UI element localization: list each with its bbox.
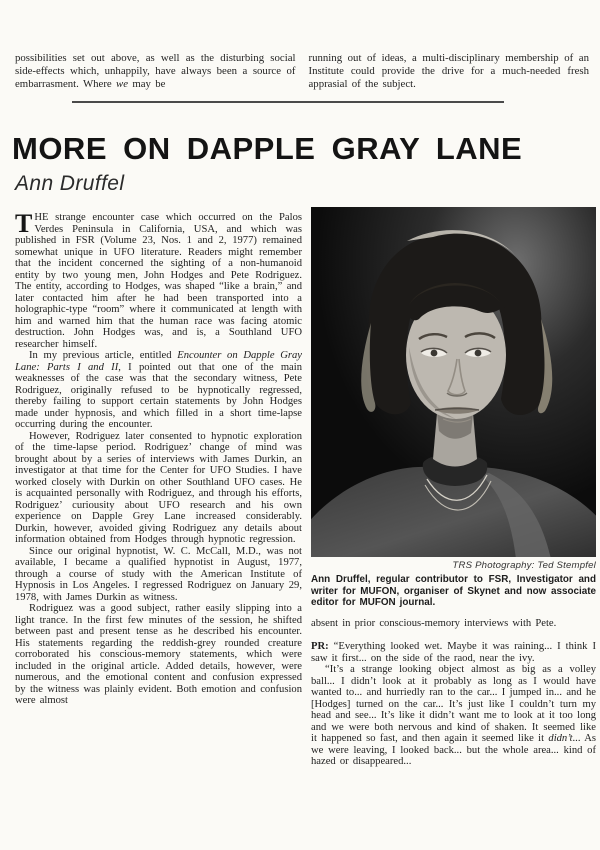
drop-cap: T xyxy=(15,209,33,238)
body-paragraph xyxy=(15,350,302,431)
text-run: In my previous article, entitled xyxy=(29,350,178,361)
intro-right-paragraph: running out of ideas, a multi-disciplinary membership of an Institute could provide the drive for a much-needed fresh apprasial of the subject. xyxy=(308,52,589,91)
text-run: may be xyxy=(128,78,166,91)
intro-continuation-columns xyxy=(15,52,589,92)
text-run: , I pointed out that one of the main weaknesses of the case was that the secondary witness, Pete Rodriguez, originally refused to be hypnotically regressed, thereby failing to support certain statements by John Hodges made under hypnosis, and which filled in a short time-lapse occurring during the encounter. xyxy=(15,361,302,430)
text-run: “Everything looked wet. Maybe it was raining... I think I saw it first... on the side of the raod, near the ivy. xyxy=(311,641,596,664)
article-title: MORE ON DAPPLE GRAY LANE xyxy=(12,131,523,166)
left-text-column xyxy=(15,209,302,707)
body-paragraph: Since our original hypnotist, W. C. McCall, M.D., was not available, I became a qualified hypnotist in August, 1977, through a course of study with the American Institute of Hypnosis in Los Angeles. I regressed Rodriguez on January 29, 1978, with James Durkin as witness. xyxy=(15,545,302,603)
body-paragraph: Rodriguez was a good subject, rather easily slipping into a light trance. In the first few minutes of the session, he shifted between past and present tense as he described his encounter. His statements regarding the reddish-grey rounded creature corroborated his conscious-memory statements, which were included in the original article. Added details, however, were numerous, and the emotional content and confusion expressed by the witness was plainly evident. Both emotion and confusion were almost xyxy=(15,603,302,706)
portrait-photo xyxy=(311,207,596,557)
text-run-italic: we xyxy=(116,78,129,91)
text-run-italic: Encounter on Dapple Gray Lane: Parts I and II xyxy=(15,350,302,373)
text-run: HE strange encounter case which occurred on the Palos Verdes Peninsula in California, USA, and which was published in FSR (Volume 23, Nos. 1 and 2, 1977) remained somewhat unique in UFO literature. Readers might remember that the incident concerned the sighting of a non-humanoid entity by two young men, John Hodges and Pete Rodriguez. The entity, according to Hodges, was shaped “like a brain,” and later contacted him after he had been transported into a holographic-type “room” where it communicated at length with him and warned him that the human race was facing atomic destruction. John Hodges was, and is, a Southland UFO researcher himself. xyxy=(15,212,302,350)
right-iris xyxy=(475,350,482,357)
right-text-column xyxy=(311,207,596,768)
photo-credit: TRS Photography: Ted Stempfel xyxy=(452,560,596,571)
body-paragraph-pr xyxy=(311,641,596,664)
body-paragraph: However, Rodriguez later consented to hypnotic exploration of the time-lapse period. Rodriguez’ change of mind was brought about by a series of interviews with James Durkin, an investigator at that time for the Center for UFO Studies. I have worked closely with Durkin on other Southland UFO cases. He is acquainted personally with Rodriguez, and through his efforts, Rodriguez’ curiousity about UFO research and his own experience on Dapple Grey Lane increased considerably. Durkin, however, avoided giving Rodriguez any details about information obtained from Hodges through hypnotic regression. xyxy=(15,430,302,545)
portrait-illustration xyxy=(311,207,596,557)
text-run: possibilities set out above, as well as the disturbing social side-effects which, unhappily, have always been a source of embarrasment. Where xyxy=(15,52,296,91)
photo-caption: Ann Druffel, regular contributor to FSR, Investigator and writer for MUFON, organiser of Skynet and now associate editor for MUFON journal. xyxy=(311,574,596,609)
section-divider-rule xyxy=(72,101,504,103)
portrait-figure xyxy=(311,207,596,609)
text-run: “It’s a strange looking object almost as big as a volley ball... I didn’t look at it probably as long as I would have wanted to... and hurriedly ran to the car... I jumped in... and he [Hodges] turned on the car... It’s just like I couldn’t turn my head and see... It’s like it didn’t want me to look at it too long and we were both nervous and kind of shaken. It seemed like it happened so fast, and then again it seemed like it xyxy=(311,664,596,745)
body-paragraph: absent in prior conscious-memory interviews with Pete. xyxy=(311,617,557,629)
body-paragraph xyxy=(311,664,596,768)
speaker-label: PR: xyxy=(311,641,329,653)
text-run: ... As we were leaving, I looked back... but the whole area... kind of hazed or disappeared... xyxy=(311,733,596,768)
intro-left-paragraph xyxy=(15,52,296,92)
body-paragraph xyxy=(15,209,302,350)
text-run-italic: didn’t xyxy=(548,733,573,745)
article-byline: Ann Druffel xyxy=(15,172,125,195)
left-iris xyxy=(431,350,438,357)
